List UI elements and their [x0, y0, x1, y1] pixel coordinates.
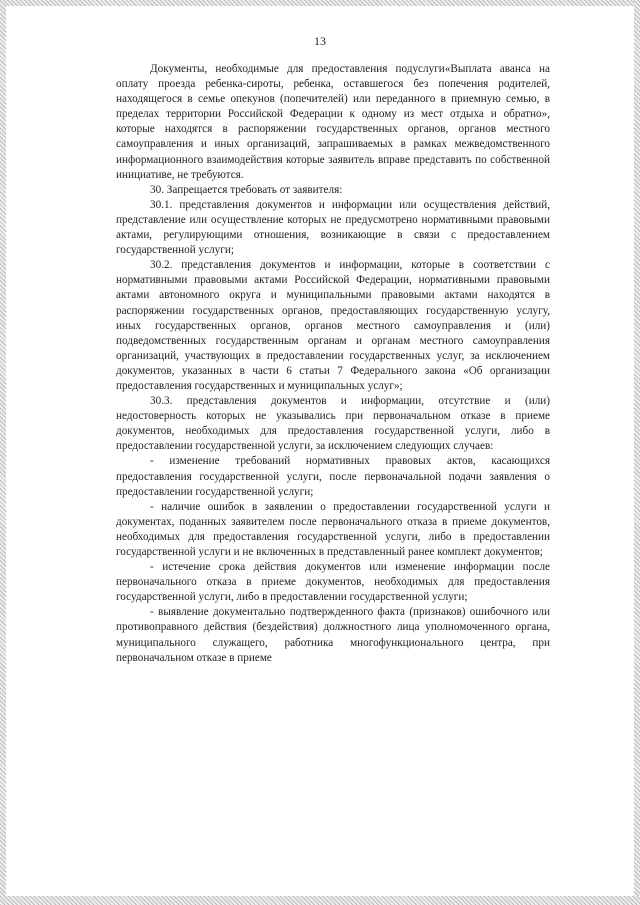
list-item-wrongful-action: - выявление документально подтвержденного факта (признаков) ошибочного или противоправного действия (бездействия) должностного лица уполномоченного органа, муниципального служащего, работника многофункционального центра, при первоначальном отказе в приеме [116, 606, 550, 664]
list-item-requirements-change: - изменение требований нормативных правовых актов, касающихся предоставления государственной услуги, после первоначальной подачи заявления о предоставлении государственной услуги; [116, 455, 550, 498]
scan-border-top [0, 0, 640, 6]
paragraph-item-30-3: 30.3. представления документов и информации, отсутствие и (или) недостоверность которых не указывались при первоначальном отказе в приеме документов, необходимых для предоставления государственной услуги, либо в предоставлении государственной услуги, за исключением следующих случаев: [116, 395, 550, 453]
list-item-documents-expired: - истечение срока действия документов или изменение информации после первоначального отказа в приеме документов, необходимых для предоставления государственной услуги, либо в предоставлении государственной услуги; [116, 561, 550, 604]
scan-border-right [634, 0, 640, 905]
document-body [116, 62, 550, 666]
page-number: 13 [314, 34, 326, 48]
paragraph-item-30: 30. Запрещается требовать от заявителя: [150, 183, 343, 196]
scan-border-left [0, 0, 6, 905]
scan-border-bottom [0, 896, 640, 905]
list-item-errors-in-application: - наличие ошибок в заявлении о предоставлении государственной услуги и документах, поданных заявителем после первоначального отказа в приеме документов, необходимых для предоставления государственной услуги, либо в предоставлении государственной услуги и не включенных в представленный ранее комплект документов; [116, 500, 550, 558]
paragraph-item-30-2: 30.2. представления документов и информации, которые в соответствии с нормативными правовыми актами Российской Федерации, нормативными правовыми актами автономного округа и муниципальными правовыми актами находятся в распоряжении государственных органов, предоставляющих государственную услугу, иных государственных органов, органов местного самоуправления и (или) подведомственных государственным органам и органам местного самоуправления организаций, участвующих в предоставлении государственных услуг, за исключением документов, указанных в части 6 статьи 7 Федерального закона «Об организации предоставления государственных и муниципальных услуг»; [116, 259, 550, 392]
paragraph-documents-not-required: Документы, необходимые для предоставления подуслуги«Выплата аванса на оплату проезда ребенка-сироты, ребенка, оставшегося без попечения родителей, находящегося в семье опекунов (попечителей) или переданного в приемную семью, в пределах территории Российской Федерации к одному из мест отдыха и обратно», которые находятся в распоряжении государственных органов, органов местного самоуправления и иных организаций, запрашиваемых в рамках межведомственного информационного взаимодействия которые заявитель вправе представить по собственной инициативе, не требуются. [116, 63, 550, 181]
paragraph-item-30-1: 30.1. представления документов и информации или осуществления действий, представление или осуществление которых не предусмотрено нормативными правовыми актами, регулирующими отношения, возникающие в связи с предоставлением государственной услуги; [116, 198, 550, 257]
